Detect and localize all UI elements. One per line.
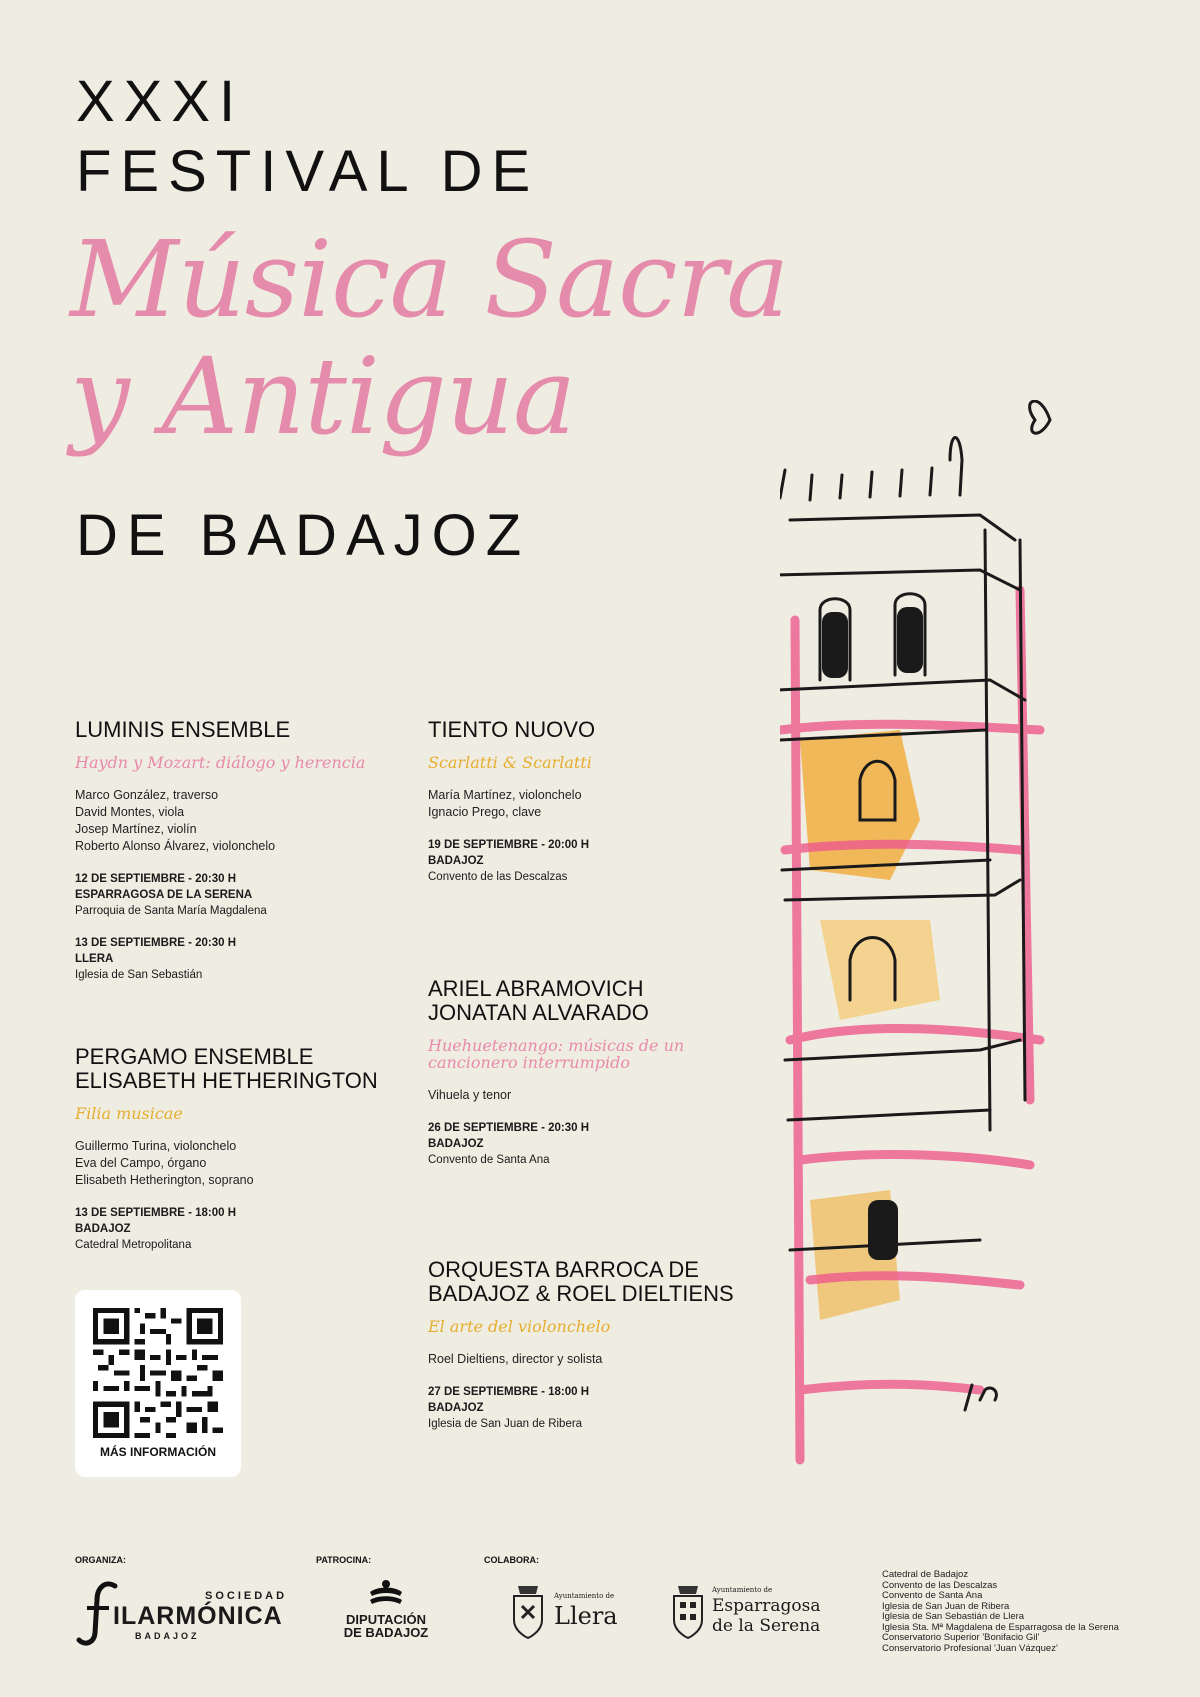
organiza-label: ORGANIZA: [75, 1555, 126, 1565]
event-luminis-ensemble [75, 718, 395, 983]
event-program: Scarlatti & Scarlatti [428, 753, 592, 772]
event-date-block [75, 935, 395, 983]
performer: David Montes, viola [75, 805, 185, 819]
sociedad-filarmonica-logo [75, 1578, 288, 1648]
event-program: Haydn y Mozart: diálogo y herencia [75, 753, 366, 772]
performer-list [75, 1138, 415, 1189]
event-date-block [75, 1205, 415, 1253]
event-title: TIENTO NUOVO [428, 717, 596, 742]
event-city: BADAJOZ [428, 1402, 484, 1414]
performer: Eva del Campo, órgano [75, 1156, 207, 1170]
event-orquesta-barroca [428, 1258, 788, 1432]
event-date: 12 DE SEPTIEMBRE - 20:30 H [75, 873, 237, 885]
event-program: Filia musicae [75, 1104, 183, 1123]
event-title: PERGAMO ENSEMBLE ELISABETH HETHERINGTON [75, 1044, 378, 1093]
event-date-block [75, 871, 395, 919]
event-venue: Convento de las Descalzas [428, 871, 568, 883]
event-date: 26 DE SEPTIEMBRE - 20:30 H [428, 1122, 590, 1134]
event-date: 19 DE SEPTIEMBRE - 20:00 H [428, 839, 590, 851]
event-program: Huehuetenango: músicas de un cancionero interrumpido [428, 1036, 685, 1072]
performer: Vihuela y tenor [428, 1088, 512, 1102]
qr-code-icon[interactable] [93, 1308, 223, 1438]
sf-line1: SOCIEDAD [205, 1590, 288, 1602]
venue-item: Iglesia de San Juan de Ribera [882, 1600, 1010, 1612]
venue-item: Catedral de Badajoz [882, 1569, 969, 1580]
event-city: LLERA [75, 953, 114, 965]
event-venue: Parroquia de Santa María Magdalena [75, 905, 267, 917]
event-date: 27 DE SEPTIEMBRE - 18:00 H [428, 1386, 590, 1398]
performer: Josep Martínez, violín [75, 822, 197, 836]
sf-line2: ILARMÓNICA [113, 1602, 283, 1630]
esp-small: Ayuntamiento de [712, 1586, 773, 1594]
performer: Roel Dieltiens, director y solista [428, 1352, 603, 1366]
event-title: LUMINIS ENSEMBLE [75, 717, 291, 742]
event-tiento-nuovo [428, 718, 748, 885]
event-city: ESPARRAGOSA DE LA SERENA [75, 889, 253, 901]
tower-sketch-illustration [780, 400, 1160, 1490]
llera-name: Llera [554, 1602, 618, 1630]
event-venue: Convento de Santa Ana [428, 1154, 550, 1166]
performer-list [75, 787, 395, 855]
event-pergamo-ensemble [75, 1045, 415, 1253]
performer-list [428, 1087, 748, 1104]
diputacion-logo [336, 1578, 436, 1648]
venue-list [882, 1570, 1119, 1654]
performer: Marco González, traverso [75, 788, 219, 802]
llera-small: Ayuntamiento de [554, 1592, 615, 1600]
event-date: 13 DE SEPTIEMBRE - 18:00 H [75, 1207, 237, 1219]
performer: Elisabeth Hetherington, soprano [75, 1173, 254, 1187]
performer: Ignacio Prego, clave [428, 805, 542, 819]
dip-line1: DIPUTACIÓN [346, 1612, 426, 1627]
esp-line1: Esparragosa [712, 1596, 821, 1616]
event-venue: Iglesia de San Juan de Ribera [428, 1418, 583, 1430]
dip-line2: DE BADAJOZ [343, 1625, 429, 1640]
venue-item: Convento de las Descalzas [882, 1579, 998, 1591]
patrocina-label: PATROCINA: [316, 1555, 372, 1565]
crown-icon [366, 1578, 406, 1608]
event-city: BADAJOZ [428, 855, 484, 867]
event-title: ARIEL ABRAMOVICH JONATAN ALVARADO [428, 976, 649, 1025]
event-date-block [428, 837, 748, 885]
event-city: BADAJOZ [428, 1138, 484, 1150]
event-title: ORQUESTA BARROCA DE BADAJOZ & ROEL DIELTIENS [428, 1257, 734, 1306]
location-line: DE BADAJOZ [76, 503, 531, 568]
sf-line3: BADAJOZ [135, 1631, 200, 1641]
llera-logo [510, 1582, 630, 1642]
venue-item: Iglesia de San Sebastián de Llera [882, 1611, 1025, 1622]
venue-item: Convento de Santa Ana [882, 1590, 983, 1601]
qr-more-info-label[interactable]: MÁS INFORMACIÓN [100, 1445, 216, 1459]
performer: Guillermo Turina, violonchelo [75, 1139, 237, 1153]
event-city: BADAJOZ [75, 1223, 131, 1235]
edition-number: XXXI [76, 69, 245, 134]
esp-line2: de la Serena [712, 1616, 821, 1636]
performer: María Martínez, violonchelo [428, 788, 582, 802]
event-venue: Iglesia de San Sebastián [75, 969, 203, 981]
esparragosa-logo [670, 1582, 840, 1642]
event-date: 13 DE SEPTIEMBRE - 20:30 H [75, 937, 237, 949]
title-y-antigua: y Antigua [70, 335, 576, 458]
coat-of-arms-icon [670, 1582, 706, 1642]
event-date-block [428, 1384, 788, 1432]
performer: Roberto Alonso Álvarez, violonchelo [75, 839, 276, 853]
qr-card[interactable] [75, 1290, 241, 1477]
performer-list [428, 787, 748, 821]
event-venue: Catedral Metropolitana [75, 1239, 192, 1251]
colabora-label: COLABORA: [484, 1555, 539, 1565]
performer-list [428, 1351, 788, 1368]
event-program: El arte del violonchelo [428, 1317, 611, 1336]
title-musica-sacra: Música Sacra [70, 218, 789, 341]
festival-de-line: FESTIVAL DE [76, 139, 540, 204]
venue-item: Conservatorio Superior 'Bonifacio Gil' [882, 1632, 1040, 1643]
venue-item: Conservatorio Profesional 'Juan Vázquez' [882, 1642, 1058, 1654]
event-date-block [428, 1120, 748, 1168]
venue-item: Iglesia Sta. Mª Magdalena de Esparragosa de la Serena [882, 1621, 1119, 1633]
event-abramovich-alvarado [428, 977, 748, 1168]
coat-of-arms-icon [510, 1582, 546, 1642]
